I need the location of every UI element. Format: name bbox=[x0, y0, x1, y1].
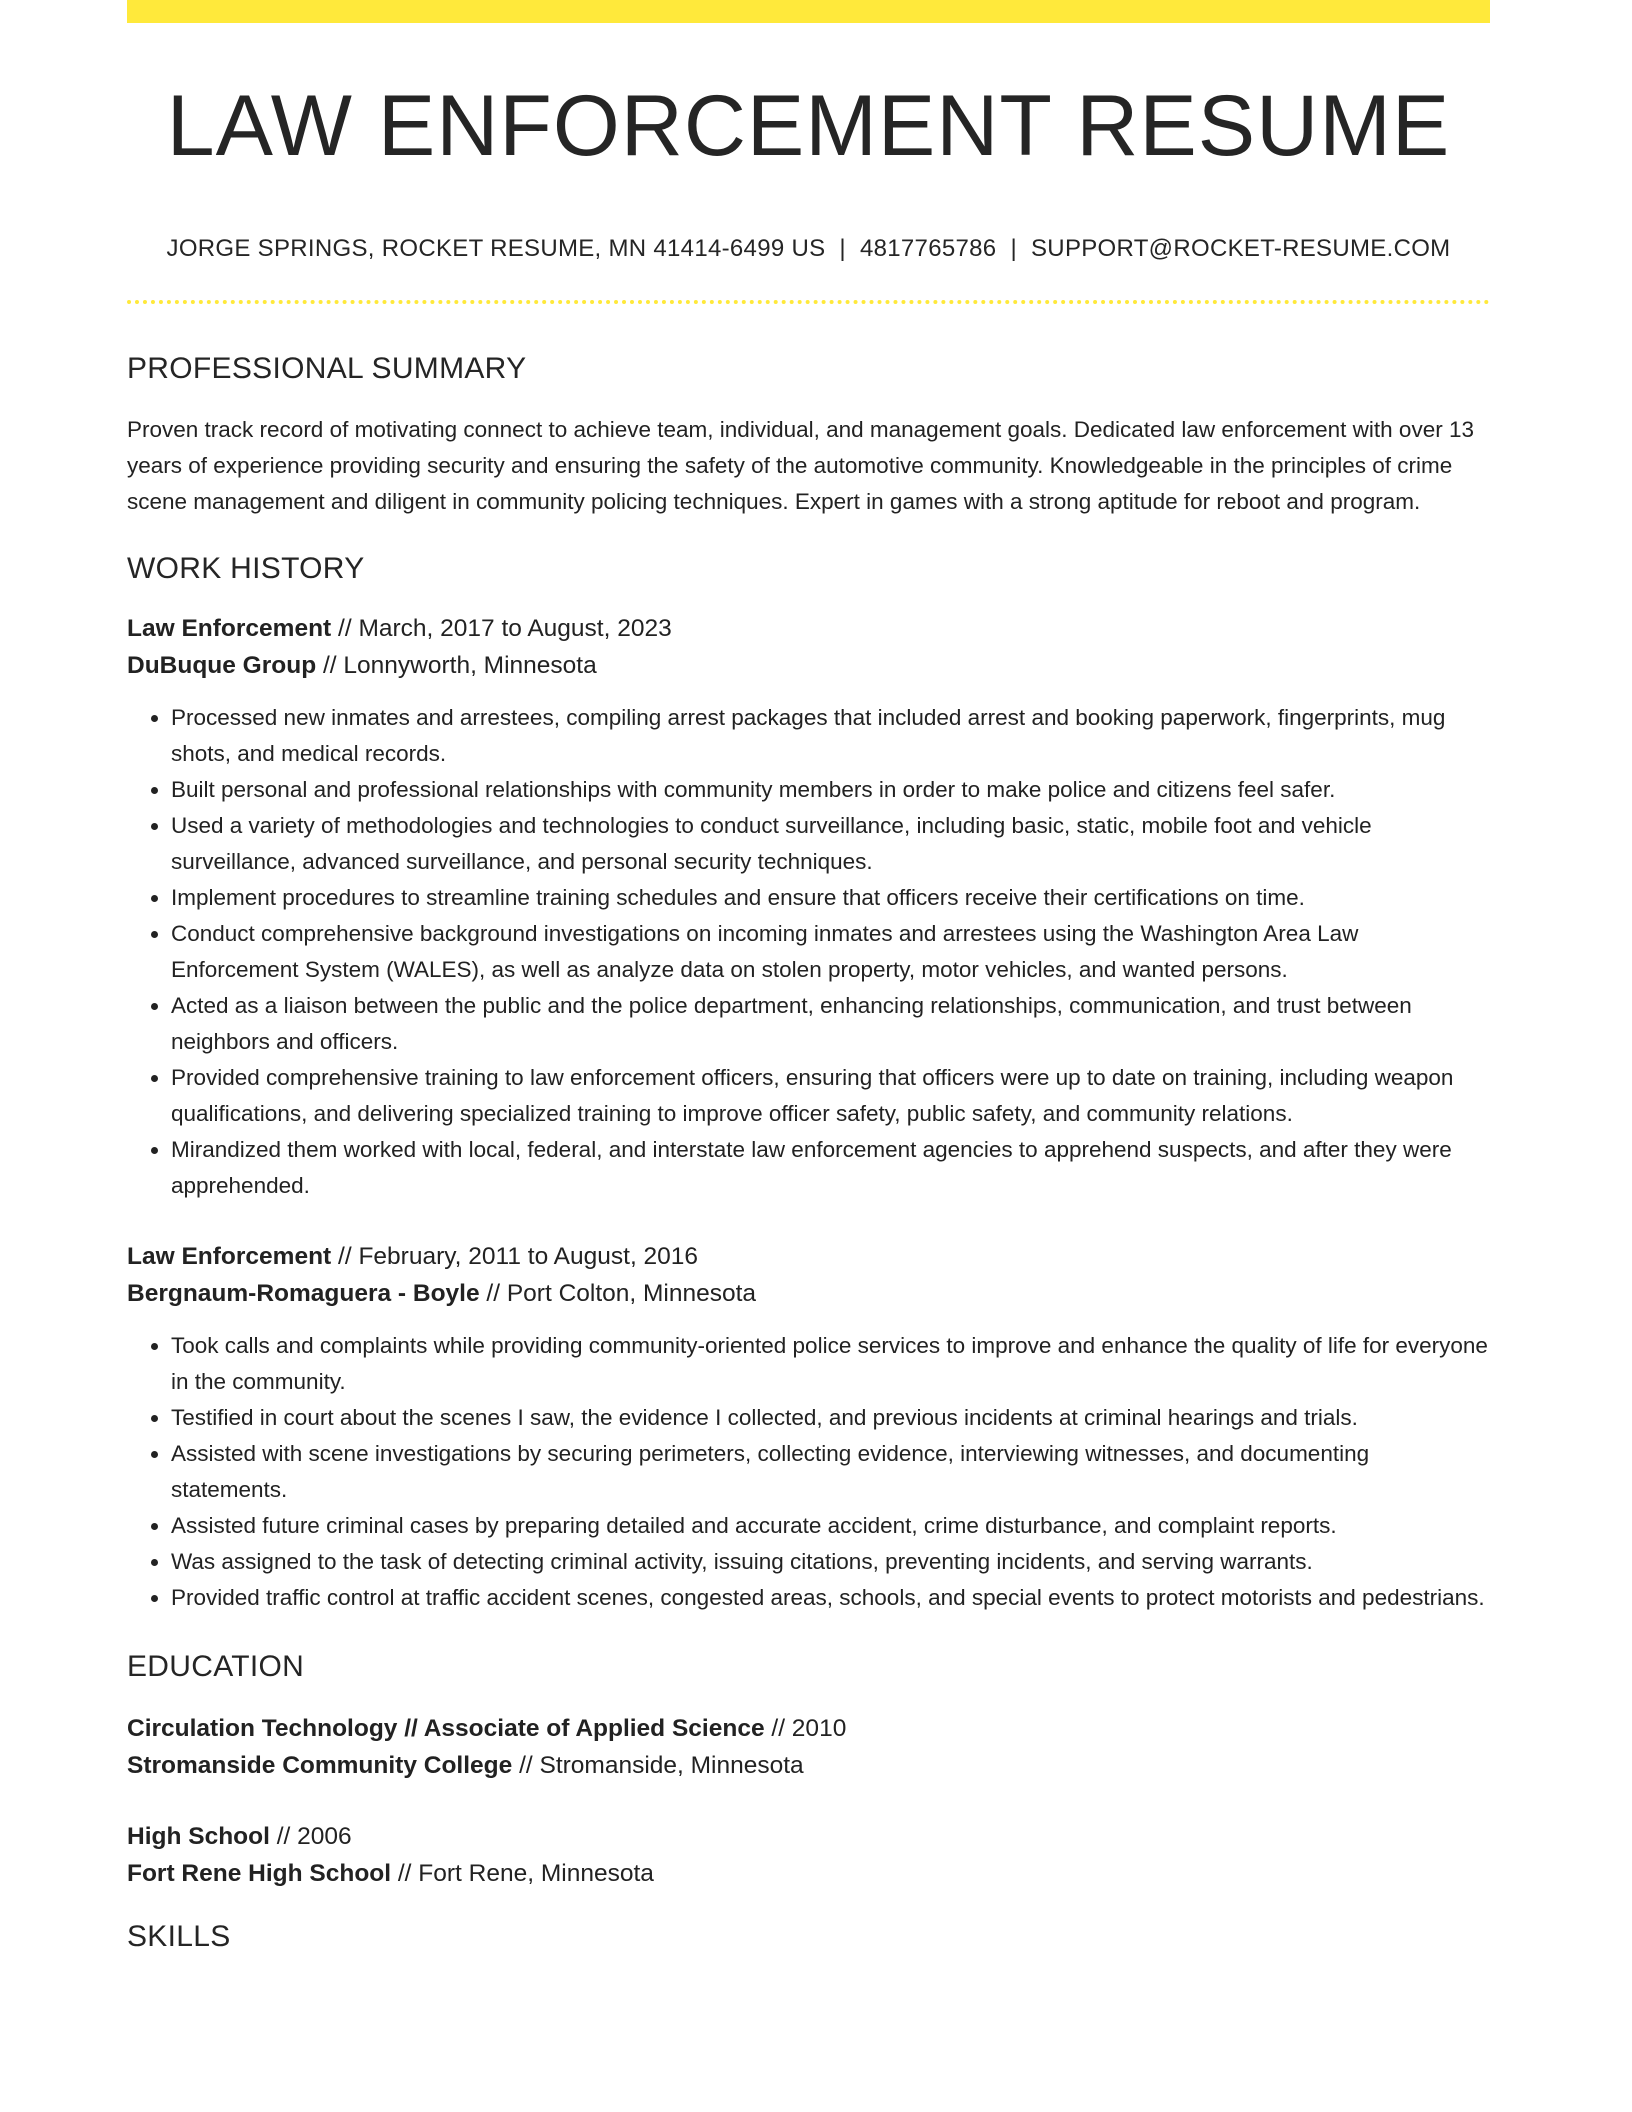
job-bullet: • Used a variety of methodologies and technologies to conduct surveillance, including basic, static, mobile foot and vehicle surveillance, advanced surveillance, and personal security techniques. bbox=[171, 808, 1490, 880]
job-bullet: • Acted as a liaison between the public and the police department, enhancing relationships, communication, and trust between neighbors and officers. bbox=[171, 988, 1490, 1060]
contact-address: JORGE SPRINGS, ROCKET RESUME, MN 41414-6499 US bbox=[166, 235, 826, 262]
job-bullet: • Was assigned to the task of detecting criminal activity, issuing citations, preventing incidents, and serving warrants. bbox=[171, 1544, 1490, 1580]
contact-line bbox=[127, 235, 1490, 263]
job-bullet: • Testified in court about the scenes I saw, the evidence I collected, and previous incidents at criminal hearings and trials. bbox=[171, 1400, 1490, 1436]
summary-text: Proven track record of motivating connect to achieve team, individual, and management goals. Dedicated law enforcement with over 13 years of experience providing security and ensuring the safety of the automotive community. Knowledgeable in the principles of crime scene management and diligent in community policing techniques. Expert in games with a strong aptitude for reboot and program. bbox=[127, 417, 1474, 514]
education-degree: High School bbox=[127, 1823, 270, 1850]
job-entry bbox=[127, 1238, 1490, 1616]
education-year: // 2006 bbox=[276, 1823, 352, 1850]
summary-heading: PROFESSIONAL SUMMARY bbox=[127, 352, 527, 385]
education-year: // 2010 bbox=[771, 1715, 847, 1742]
accent-top-bar bbox=[127, 0, 1490, 23]
job-bullet-list bbox=[127, 700, 1490, 1204]
education-location: // Fort Rene, Minnesota bbox=[397, 1860, 654, 1887]
job-location: // Port Colton, Minnesota bbox=[486, 1280, 757, 1307]
education-heading: EDUCATION bbox=[127, 1650, 305, 1683]
job-dates: // February, 2011 to August, 2016 bbox=[338, 1243, 699, 1270]
contact-email: SUPPORT@ROCKET-RESUME.COM bbox=[1031, 235, 1451, 262]
job-company-line bbox=[127, 647, 1490, 684]
education-entry bbox=[127, 1710, 1490, 1784]
education-degree: Circulation Technology // Associate of Applied Science bbox=[127, 1715, 765, 1742]
job-company: Bergnaum-Romaguera - Boyle bbox=[127, 1280, 480, 1307]
job-bullet-list bbox=[127, 1328, 1490, 1616]
dotted-divider bbox=[127, 300, 1490, 304]
job-bullet: • Assisted future criminal cases by preparing detailed and accurate accident, crime disturbance, and complaint reports. bbox=[171, 1508, 1490, 1544]
resume-page bbox=[127, 0, 1490, 1954]
resume-title: LAW ENFORCEMENT RESUME bbox=[166, 78, 1451, 174]
job-entry bbox=[127, 610, 1490, 1204]
job-bullet: • Provided traffic control at traffic accident scenes, congested areas, schools, and special events to protect motorists and pedestrians. bbox=[171, 1580, 1490, 1616]
education-school-line bbox=[127, 1855, 1490, 1892]
contact-separator: | bbox=[1010, 235, 1017, 262]
education-location: // Stromanside, Minnesota bbox=[519, 1752, 804, 1779]
job-company: DuBuque Group bbox=[127, 652, 317, 679]
job-bullet: • Built personal and professional relationships with community members in order to make police and citizens feel safer. bbox=[171, 772, 1490, 808]
contact-phone: 4817765786 bbox=[859, 235, 997, 262]
job-title-line bbox=[127, 610, 1490, 647]
job-bullet: • Took calls and complaints while providing community-oriented police services to improve and enhance the quality of life for everyone in the community. bbox=[171, 1328, 1490, 1400]
job-company-line bbox=[127, 1275, 1490, 1312]
job-bullet: • Implement procedures to streamline training schedules and ensure that officers receive their certifications on time. bbox=[171, 880, 1490, 916]
job-location: // Lonnyworth, Minnesota bbox=[322, 652, 597, 679]
education-school: Stromanside Community College bbox=[127, 1752, 513, 1779]
education-degree-line bbox=[127, 1818, 1490, 1855]
skills-heading: SKILLS bbox=[127, 1920, 231, 1953]
education-entry bbox=[127, 1818, 1490, 1892]
job-title: Law Enforcement bbox=[127, 615, 332, 642]
work-history-heading: WORK HISTORY bbox=[127, 552, 365, 585]
job-dates: // March, 2017 to August, 2023 bbox=[338, 615, 672, 642]
job-bullet: • Assisted with scene investigations by securing perimeters, collecting evidence, interviewing witnesses, and documenting statements. bbox=[171, 1436, 1490, 1508]
job-bullet: • Mirandized them worked with local, federal, and interstate law enforcement agencies to apprehend suspects, and after they were apprehended. bbox=[171, 1132, 1490, 1204]
job-bullet: • Conduct comprehensive background investigations on incoming inmates and arrestees using the Washington Area Law Enforcement System (WALES), as well as analyze data on stolen property, motor vehicles, and wanted persons. bbox=[171, 916, 1490, 988]
education-degree-line bbox=[127, 1710, 1490, 1747]
contact-separator: | bbox=[839, 235, 846, 262]
education-school-line bbox=[127, 1747, 1490, 1784]
job-bullet: • Provided comprehensive training to law enforcement officers, ensuring that officers were up to date on training, including weapon qualifications, and delivering specialized training to improve officer safety, public safety, and community relations. bbox=[171, 1060, 1490, 1132]
job-title-line bbox=[127, 1238, 1490, 1275]
job-title: Law Enforcement bbox=[127, 1243, 332, 1270]
education-school: Fort Rene High School bbox=[127, 1860, 392, 1887]
job-bullet: • Processed new inmates and arrestees, compiling arrest packages that included arrest and booking paperwork, fingerprints, mug shots, and medical records. bbox=[171, 700, 1490, 772]
